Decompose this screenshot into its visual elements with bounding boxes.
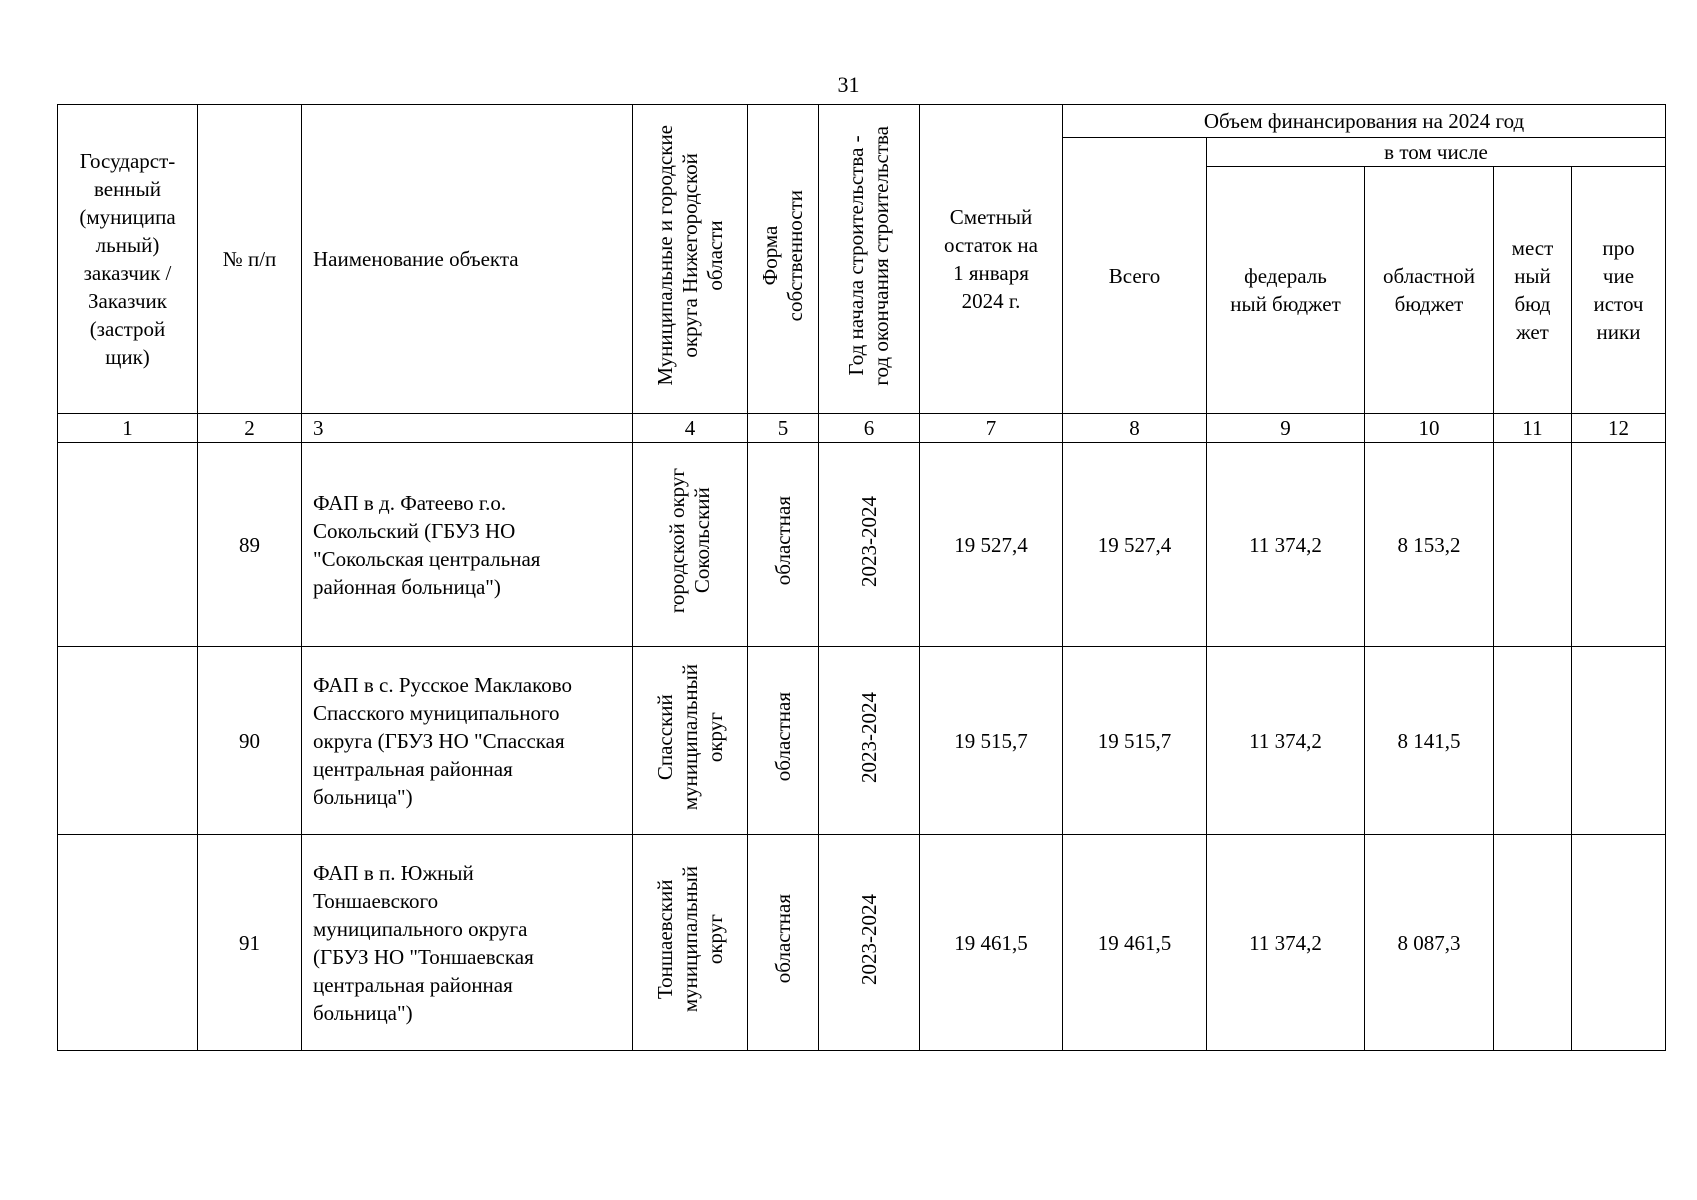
header-object-name: Наименование объекта [302,105,633,414]
column-index-cell: 5 [748,414,819,443]
financing-table [57,104,1666,1051]
local-cell [1494,835,1572,1051]
table-row [58,835,1666,1051]
column-index-cell: 6 [819,414,920,443]
total-cell: 19 527,4 [1063,443,1207,647]
column-index-cell: 10 [1365,414,1494,443]
header-other: про чие источ ники [1572,167,1666,414]
header-total: Всего [1063,138,1207,414]
balance-cell: 19 527,4 [920,443,1063,647]
other-cell [1572,443,1666,647]
object-name-cell: ФАП в с. Русское Маклаково Спасского муниципального округа (ГБУЗ НО "Спасская центральная районная больница") [302,647,633,835]
column-index-cell: 12 [1572,414,1666,443]
header-district: Муниципальные и городские округа Нижегородской области [633,105,748,414]
ownership-cell: областная [748,647,819,835]
column-index-cell: 11 [1494,414,1572,443]
column-index-cell: 2 [198,414,302,443]
other-cell [1572,835,1666,1051]
regional-cell: 8 153,2 [1365,443,1494,647]
local-cell [1494,443,1572,647]
table-row [58,443,1666,647]
column-index-cell: 3 [302,414,633,443]
column-index-row [58,414,1666,443]
regional-cell: 8 087,3 [1365,835,1494,1051]
federal-cell: 11 374,2 [1207,647,1365,835]
num-cell: 89 [198,443,302,647]
header-regional: областной бюджет [1365,167,1494,414]
header-years: Год начала строительства - год окончания строительства [819,105,920,414]
balance-cell: 19 515,7 [920,647,1063,835]
total-cell: 19 461,5 [1063,835,1207,1051]
column-index-cell: 1 [58,414,198,443]
customer-cell [58,835,198,1051]
header-federal: федераль ный бюджет [1207,167,1365,414]
num-cell: 91 [198,835,302,1051]
years-cell: 2023-2024 [819,647,920,835]
header-ownership: Форма собственности [748,105,819,414]
district-cell: Спасский муниципальный округ [633,647,748,835]
district-cell: Тоншаевский муниципальный округ [633,835,748,1051]
federal-cell: 11 374,2 [1207,835,1365,1051]
column-index-cell: 9 [1207,414,1365,443]
years-cell: 2023-2024 [819,835,920,1051]
district-cell: городской округ Сокольский [633,443,748,647]
ownership-cell: областная [748,835,819,1051]
total-cell: 19 515,7 [1063,647,1207,835]
federal-cell: 11 374,2 [1207,443,1365,647]
header-funding-group: Объем финансирования на 2024 год [1063,105,1666,138]
column-index-cell: 8 [1063,414,1207,443]
header-num: № п/п [198,105,302,414]
other-cell [1572,647,1666,835]
years-cell: 2023-2024 [819,443,920,647]
object-name-cell: ФАП в п. Южный Тоншаевского муниципального округа (ГБУЗ НО "Тоншаевская центральная районная больница") [302,835,633,1051]
header-local: мест ный бюд жет [1494,167,1572,414]
page-number: 31 [837,72,860,97]
customer-cell [58,443,198,647]
local-cell [1494,647,1572,835]
customer-cell [58,647,198,835]
ownership-cell: областная [748,443,819,647]
table-row [58,647,1666,835]
regional-cell: 8 141,5 [1365,647,1494,835]
num-cell: 90 [198,647,302,835]
column-index-cell: 7 [920,414,1063,443]
header-customer: Государст- венный (муниципа льный) заказчик / Заказчик (застрой щик) [58,105,198,414]
header-row-1 [58,105,1666,138]
object-name-cell: ФАП в д. Фатеево г.о. Сокольский (ГБУЗ НО "Сокольская центральная районная больница") [302,443,633,647]
column-index-cell: 4 [633,414,748,443]
balance-cell: 19 461,5 [920,835,1063,1051]
header-balance: Сметный остаток на 1 января 2024 г. [920,105,1063,414]
header-including: в том числе [1207,138,1666,167]
